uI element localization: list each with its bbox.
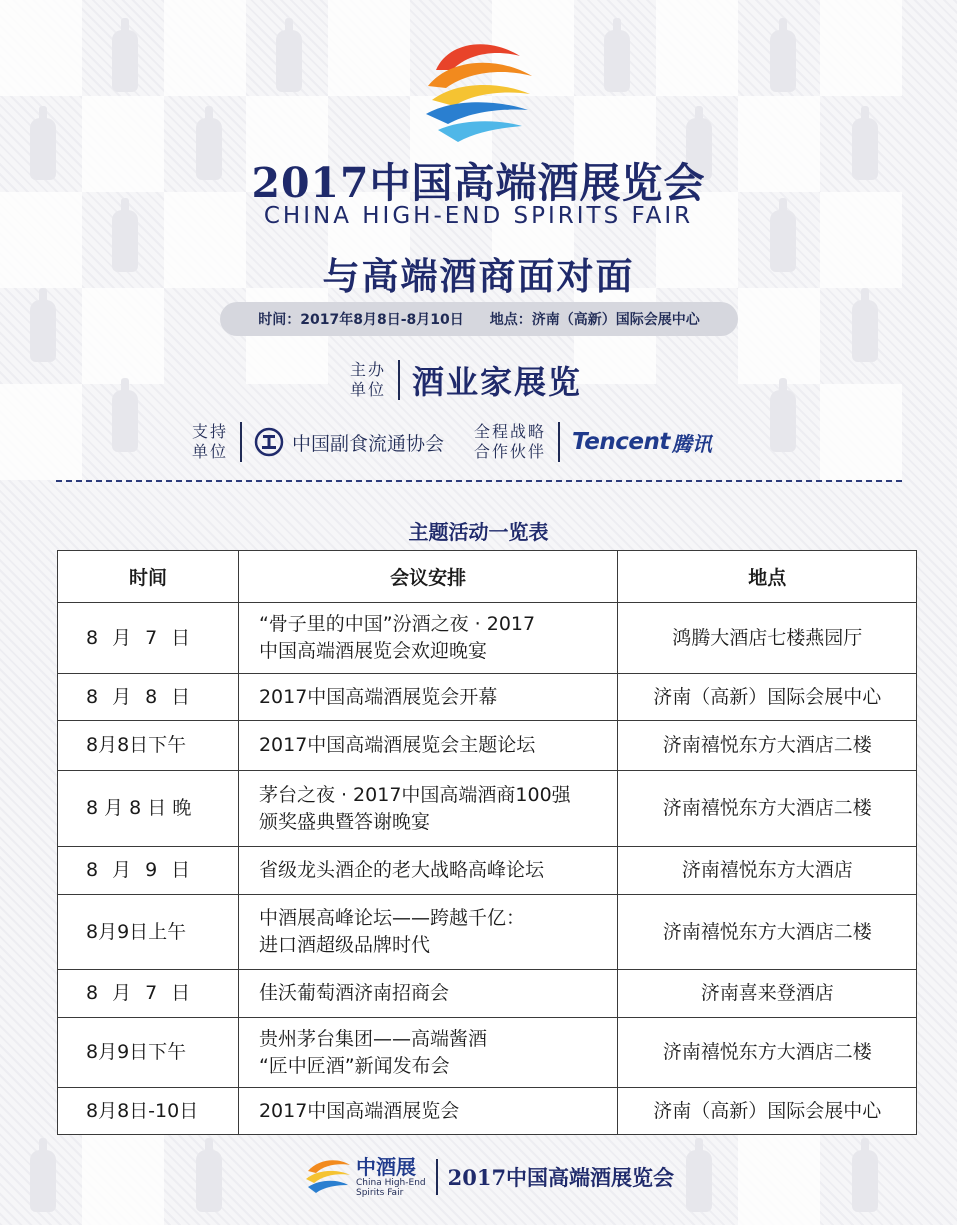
event-cell: 贵州茅台集团——高端酱酒 “匠中匠酒”新闻发布会 [238, 1018, 617, 1088]
footer-logo-icon [304, 1157, 352, 1197]
footer-title: 2017中国高端酒展览会 [447, 1165, 675, 1190]
time-cell: 8月7日 [58, 603, 239, 674]
column-header: 时间 [58, 551, 239, 603]
page-subtitle: 与高端酒商面对面 [322, 255, 635, 298]
dashed-divider [56, 480, 902, 482]
column-header: 地点 [618, 551, 917, 603]
table-row [58, 721, 917, 771]
table-row [58, 603, 917, 674]
venue-cell: 济南禧悦东方大酒店二楼 [618, 895, 917, 970]
table-row [58, 847, 917, 895]
event-cell: 2017中国高端酒展览会主题论坛 [238, 721, 617, 771]
event-cell: 佳沃葡萄酒济南招商会 [238, 970, 617, 1018]
event-time: 时间：2017年8月8日-8月10日 [258, 312, 464, 328]
host-label: 主办 单位 [350, 360, 387, 399]
sponsors-row [192, 420, 712, 464]
page-title: 2017中国高端酒展览会 [251, 159, 706, 207]
support-name: 中国副食流通协会 [292, 432, 445, 455]
time-cell: 8月7日 [58, 970, 239, 1018]
table-heading: 主题活动一览表 [408, 520, 549, 544]
time-cell: 8月9日 [58, 847, 239, 895]
event-cell: 省级龙头酒企的老大战略高峰论坛 [238, 847, 617, 895]
time-cell: 8月9日上午 [58, 895, 239, 970]
venue-cell: 济南禧悦东方大酒店二楼 [618, 721, 917, 771]
event-cell: 2017中国高端酒展览会开幕 [238, 674, 617, 721]
table-row [58, 674, 917, 721]
divider [240, 422, 242, 462]
column-header: 会议安排 [238, 551, 617, 603]
venue-cell: 济南禧悦东方大酒店二楼 [618, 771, 917, 847]
venue-cell: 济南禧悦东方大酒店二楼 [618, 1018, 917, 1088]
divider [398, 360, 400, 400]
event-info-pill [220, 302, 738, 336]
table-row [58, 895, 917, 970]
tencent-logo: Tencent [572, 429, 670, 455]
page-title-english: CHINA HIGH-END SPIRITS FAIR [263, 203, 694, 229]
venue-cell: 济南（高新）国际会展中心 [618, 674, 917, 721]
footer-brand-en: Spirits Fair [356, 1188, 404, 1198]
event-cell: “骨子里的中国”汾酒之夜 · 2017 中国高端酒展览会欢迎晚宴 [238, 603, 617, 674]
table-row [58, 1018, 917, 1088]
support-label: 支持 单位 [192, 422, 229, 461]
time-cell: 8 月 8 日 晚 [58, 771, 239, 847]
host-name: 酒业家展览 [412, 363, 583, 401]
footer-brand-cn: 中酒展 [356, 1155, 416, 1179]
time-cell: 8月8日 [58, 674, 239, 721]
host-organizer [350, 356, 582, 404]
time-cell: 8月9日下午 [58, 1018, 239, 1088]
footer-brand-en: China High-End [356, 1178, 426, 1188]
event-cell: 2017中国高端酒展览会 [238, 1088, 617, 1135]
table-row [58, 970, 917, 1018]
footer-brand-bar [304, 1152, 674, 1202]
table-header-row [58, 551, 917, 603]
partner-label: 全程战略 合作伙伴 [474, 422, 547, 461]
table-row [58, 771, 917, 847]
venue-cell: 济南（高新）国际会展中心 [618, 1088, 917, 1135]
venue-cell: 鸿腾大酒店七楼燕园厅 [618, 603, 917, 674]
fair-logo [418, 36, 540, 148]
time-cell: 8月8日-10日 [58, 1088, 239, 1135]
footer-brand [356, 1156, 426, 1198]
event-cell: 中酒展高峰论坛——跨越千亿： 进口酒超级品牌时代 [238, 895, 617, 970]
venue-cell: 济南禧悦东方大酒店 [618, 847, 917, 895]
association-emblem-icon [254, 427, 284, 457]
time-cell: 8月8日下午 [58, 721, 239, 771]
divider [558, 422, 560, 462]
table-row [58, 1088, 917, 1135]
divider [436, 1159, 438, 1195]
venue-cell: 济南喜来登酒店 [618, 970, 917, 1018]
event-location: 地点：济南（高新）国际会展中心 [489, 312, 700, 328]
tencent-logo-cn: 腾讯 [671, 431, 712, 456]
event-cell: 茅台之夜 · 2017中国高端酒商100强 颁奖盛典暨答谢晚宴 [238, 771, 617, 847]
schedule-table [57, 550, 917, 1135]
